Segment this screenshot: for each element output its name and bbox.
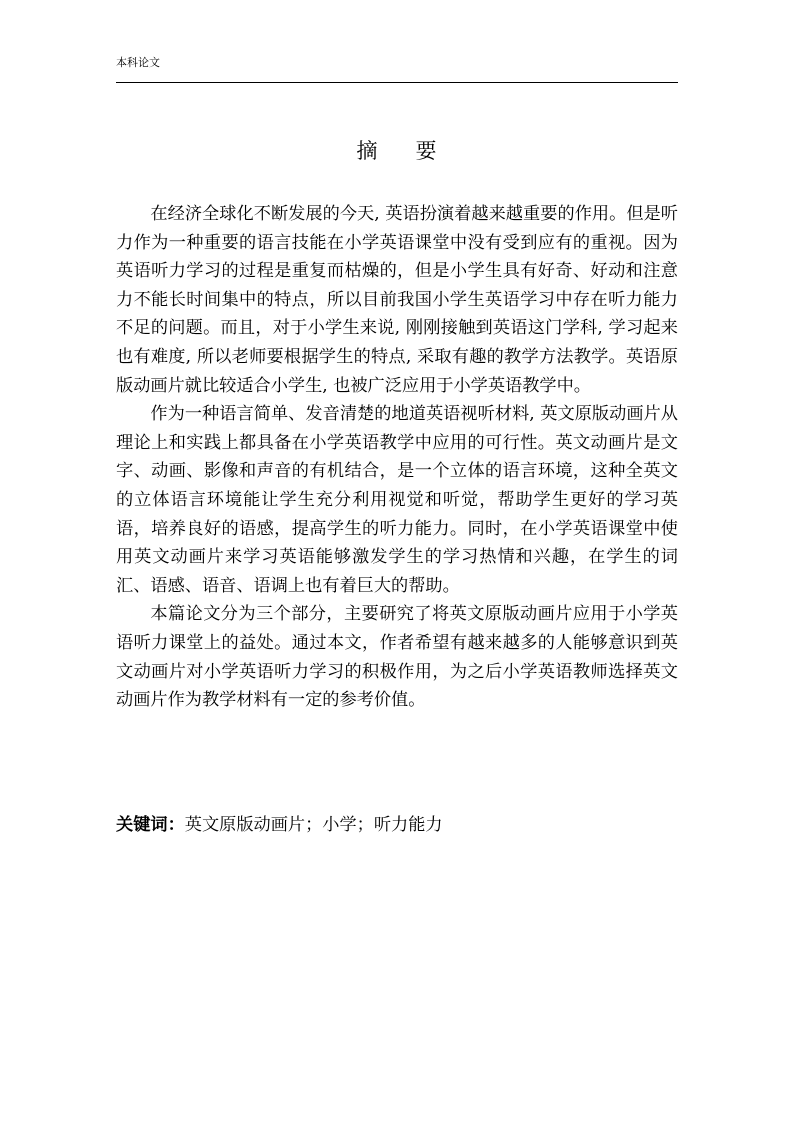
abstract-paragraph-1: 在经济全球化不断发展的今天, 英语扮演着越来越重要的作用。但是听力作为一种重要的语言技能在小学英语课堂中没有受到应有的重视。因为英语听力学习的过程是重复而枯燥的，但是小学生具有好奇、好动和注意力不能长时间集中的特点，所以目前我国小学生英语学习中存在听力能力不足的问题。而且，对于小学生来说, 刚刚接触到英语这门学科, 学习起来也有难度, 所以老师要根据学生的特点, 采取有趣的教学方法教学。英语原版动画片就比较适合小学生, 也被广泛应用于小学英语教学中。 <box>116 204 678 396</box>
abstract-paragraph-2: 作为一种语言简单、发音清楚的地道英语视听材料, 英文原版动画片从理论上和实践上都具备在小学英语教学中应用的可行性。英文动画片是文字、动画、影像和声音的有机结合，是一个立体的语言环境，这种全英文的立体语言环境能让学生充分利用视觉和听觉，帮助学生更好的学习英语，培养良好的语感，提高学生的听力能力。同时，在小学英语课堂中使用英文动画片来学习英语能够激发学生的学习热情和兴趣，在学生的词汇、语感、语音、语调上也有着巨大的帮助。 <box>116 404 678 596</box>
header-divider <box>116 82 678 83</box>
keywords-line <box>116 812 678 838</box>
abstract-title: 摘要 <box>356 139 475 163</box>
abstract-paragraph-3: 本篇论文分为三个部分，主要研究了将英文原版动画片应用于小学英语听力课堂上的益处。通过本文，作者希望有越来越多的人能够意识到英文动画片对小学英语听力学习的积极作用，为之后小学英语教师选择英文动画片作为教学材料有一定的参考价值。 <box>116 604 678 711</box>
abstract-body <box>116 200 678 715</box>
running-header: 本科论文 <box>116 56 160 69</box>
keywords-value: 英文原版动画片；小学；听力能力 <box>184 815 443 835</box>
keywords-label: 关键词： <box>116 815 185 835</box>
